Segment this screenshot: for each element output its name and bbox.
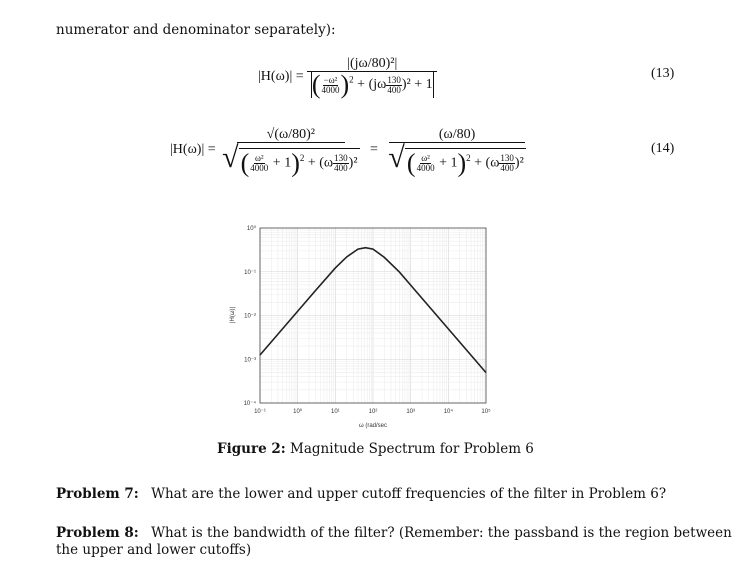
- x-tick-label: 10²: [368, 409, 378, 415]
- x-tick-label: 10⁰: [293, 409, 303, 415]
- problem-7-text: What are the lower and upper cutoff frequencies of the filter in Problem 6?: [151, 486, 667, 502]
- eq14-denominator-1: √ ( $\frac{\text{ω²}}{4000}$ + 1)$^2$ + (ω $\frac{130}{400}$ )²: [222, 141, 358, 177]
- eq13-denominator: ( $\frac{\text{−ω²}}{4000}$ )$^2$ + (jω $\frac{130}{400}$ )² + 1: [311, 70, 433, 99]
- figure-caption: [217, 441, 534, 457]
- eq14-fraction-2: [385, 127, 528, 177]
- y-tick-label: 10⁻⁴: [243, 401, 256, 407]
- y-tick-label: 10⁻²: [244, 313, 256, 320]
- y-tick-label: 10⁰: [246, 226, 256, 232]
- eq13-fraction: [307, 56, 437, 98]
- eq14-fraction-1: [219, 127, 362, 177]
- x-tick-labels: [254, 408, 491, 415]
- x-axis-label: ω (rad/sec: [358, 423, 388, 429]
- problem-8-cont: the upper and lower cutoffs): [56, 542, 252, 558]
- problem-8: [56, 525, 732, 541]
- eq14-denominator-2: √ ( $\frac{\text{ω²}}{4000}$ + 1)$^2$ + (ω $\frac{130}{400}$ )²: [388, 141, 524, 177]
- equation-13: [258, 56, 437, 98]
- y-tick-label: 10⁻¹: [244, 269, 256, 276]
- eq14-numerator-2: (ω/80): [389, 127, 525, 143]
- y-tick-labels: [244, 225, 257, 407]
- eq13-number: (13): [651, 66, 675, 81]
- x-tick-label: 10⁻¹: [254, 409, 266, 415]
- eq13-lhs: |H(ω)| =: [258, 69, 304, 84]
- problem-8-text-1: What is the bandwidth of the filter? (Remember: the passband is the region between: [151, 525, 732, 541]
- intro-text: numerator and denominator separately):: [56, 22, 336, 38]
- eq14-numerator-1: √(ω/80)²: [237, 127, 345, 143]
- eq14-number: (14): [651, 141, 675, 156]
- problem-7: [56, 486, 666, 502]
- equation-14: |H(ω)| = √(ω/80)² √ ( $\frac{\text{ω²}}{4000}$ + 1)$^2$ + (ω $\frac{130}{400}$ )² = (ω/80) √ ( $\frac{\text{ω²}}{4000}$ + 1)$^2$ + (ω $\frac{130}{400}$ )²: [170, 127, 529, 173]
- y-axis-label: |H(ω)|: [230, 306, 236, 324]
- figure-caption-label: Figure 2:: [217, 441, 286, 457]
- y-tick-label: 10⁻³: [244, 357, 256, 364]
- figure-caption-text: Magnitude Spectrum for Problem 6: [290, 441, 534, 457]
- magnitude-plot: [220, 218, 500, 433]
- eq14-lhs: |H(ω)| =: [170, 142, 216, 157]
- problem-8-label: Problem 8:: [56, 525, 139, 541]
- problem-7-label: Problem 7:: [56, 486, 139, 502]
- x-tick-label: 10⁴: [443, 409, 453, 415]
- eq13-numerator: |(jω/80)²|: [307, 56, 437, 72]
- x-tick-label: 10³: [406, 409, 416, 415]
- x-tick-label: 10¹: [330, 409, 340, 415]
- x-tick-label: 10⁵: [481, 409, 491, 415]
